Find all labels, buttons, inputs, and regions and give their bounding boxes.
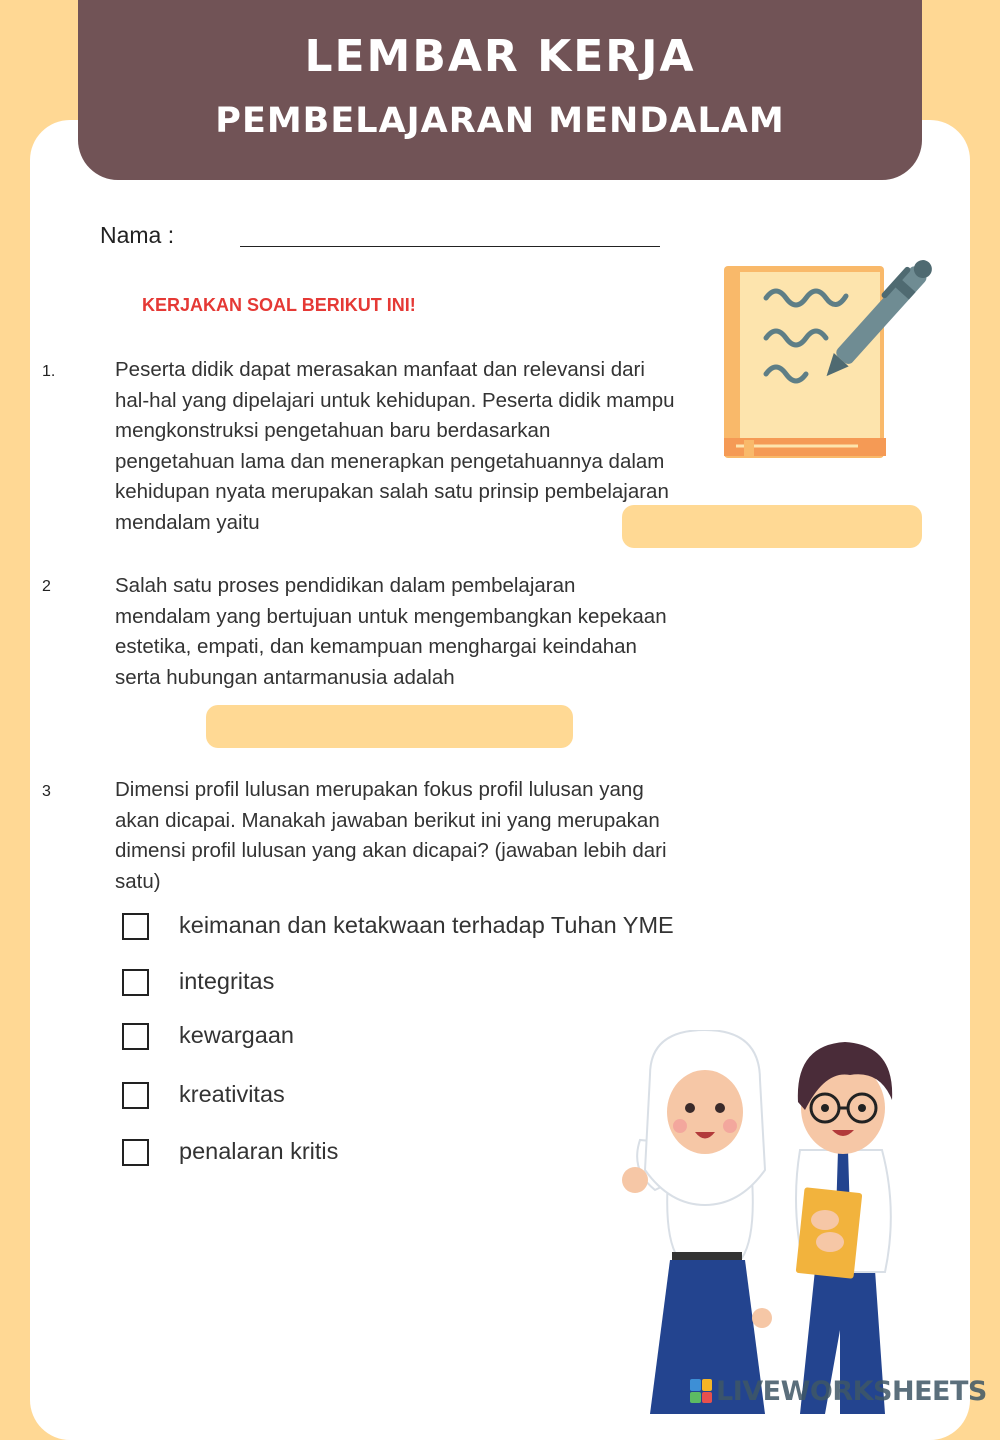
question-text: Salah satu proses pendidikan dalam pembelajaran mendalam yang bertujuan untuk mengembangkan kepekaan estetika, empati, dan kemampuan menghargai keindahan serta hubungan antarmanusia adalah	[115, 574, 667, 689]
answer-field[interactable]	[622, 505, 922, 548]
option-label: penalaran kritis	[179, 1138, 339, 1164]
liveworksheets-logo-icon	[690, 1379, 712, 1403]
name-input-line[interactable]	[240, 246, 660, 247]
worksheet-title: LEMBAR KERJA	[304, 31, 696, 82]
option-checkbox[interactable]	[122, 913, 149, 940]
option-checkbox[interactable]	[122, 1023, 149, 1050]
option-row[interactable]	[122, 910, 674, 942]
option-row[interactable]	[122, 1079, 285, 1111]
option-checkbox[interactable]	[122, 1082, 149, 1109]
name-label: Nama :	[100, 222, 175, 248]
worksheet-subtitle: PEMBELAJARAN MENDALAM	[215, 101, 785, 141]
header-banner	[78, 0, 922, 180]
question-number: 2	[42, 578, 51, 595]
option-label: kreativitas	[179, 1081, 285, 1107]
question-text: Dimensi profil lulusan merupakan fokus profil lulusan yang akan dicapai. Manakah jawaban berikut ini yang merupakan dimensi profil lulusan yang akan dicapai? (jawaban lebih dari satu)	[115, 778, 667, 893]
watermark-text: LIVEWORKSHEETS	[716, 1375, 987, 1407]
option-checkbox[interactable]	[122, 1139, 149, 1166]
answer-field[interactable]	[206, 705, 573, 748]
question-number: 1.	[42, 363, 56, 380]
book-pen-illustration	[718, 250, 938, 470]
option-label: keimanan dan ketakwaan terhadap Tuhan YME	[179, 912, 674, 938]
question-text: Peserta didik dapat merasakan manfaat dan relevansi dari hal-hal yang dipelajari untuk kehidupan. Peserta didik mampu mengkonstruksi pengetahuan baru berdasarkan pengetahuan lama dan menerapkan pengetahuannya dalam kehidupan nyata merupakan salah satu prinsip pembelajaran mendalam yaitu	[115, 358, 675, 534]
option-row[interactable]	[122, 1136, 339, 1168]
option-row[interactable]	[122, 1020, 294, 1052]
liveworksheets-watermark	[690, 1374, 987, 1408]
instruction-text: KERJAKAN SOAL BERIKUT INI!	[142, 295, 416, 315]
students-illustration	[600, 1030, 930, 1414]
option-label: integritas	[179, 968, 275, 994]
option-label: kewargaan	[179, 1022, 294, 1048]
question-number: 3	[42, 783, 51, 800]
option-checkbox[interactable]	[122, 969, 149, 996]
option-row[interactable]	[122, 966, 275, 998]
